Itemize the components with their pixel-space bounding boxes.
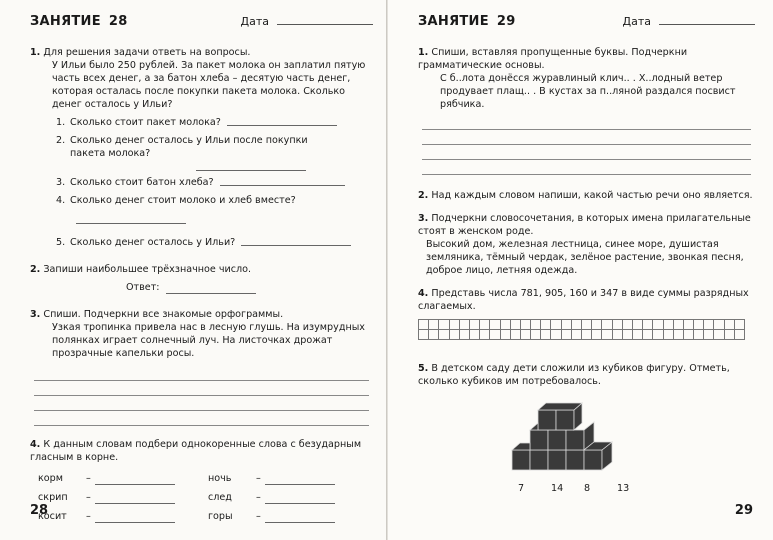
- grid-cell[interactable]: [531, 320, 541, 330]
- grid-cell[interactable]: [459, 330, 469, 340]
- writing-line[interactable]: [422, 160, 751, 175]
- grid-cell[interactable]: [683, 320, 693, 330]
- grid-cell[interactable]: [602, 330, 612, 340]
- grid-cell[interactable]: [449, 330, 459, 340]
- word-item: скрип –: [38, 491, 208, 504]
- writing-line[interactable]: [422, 115, 751, 130]
- passage-text: Узкая тропинка привела нас в лесную глушь. На изумрудных полянках играет солнечный луч. На листочках дрожат прозрачные капельки росы.: [52, 322, 365, 359]
- word-item: косит –: [38, 510, 208, 523]
- date-field: Дата: [241, 14, 373, 28]
- question-1: 1. Сколько стоит пакет молока?: [30, 116, 373, 129]
- grid-cell[interactable]: [510, 330, 520, 340]
- cube-figure: [508, 394, 628, 474]
- date-field: Дата: [623, 14, 755, 28]
- question-5: 5. Сколько денег осталось у Ильи?: [30, 236, 373, 249]
- grid-cell[interactable]: [582, 320, 592, 330]
- grid-cell[interactable]: [694, 330, 704, 340]
- grid-cell[interactable]: [714, 330, 724, 340]
- question-3: 3. Сколько стоит батон хлеба?: [30, 176, 373, 189]
- grid-cell[interactable]: [551, 320, 561, 330]
- answer-grid[interactable]: [418, 319, 745, 340]
- answer-line[interactable]: [196, 161, 306, 171]
- grid-cell[interactable]: [429, 330, 439, 340]
- grid-cell[interactable]: [673, 320, 683, 330]
- grid-cell[interactable]: [704, 330, 714, 340]
- grid-cell[interactable]: [653, 330, 663, 340]
- grid-cell[interactable]: [480, 320, 490, 330]
- grid-cell[interactable]: [439, 330, 449, 340]
- grid-cell[interactable]: [571, 320, 581, 330]
- writing-line[interactable]: [34, 411, 369, 426]
- grid-cell[interactable]: [541, 330, 551, 340]
- question-4: 4. Сколько денег стоит молоко и хлеб вместе?: [56, 195, 296, 206]
- word-list: [30, 472, 373, 523]
- grid-cell[interactable]: [571, 330, 581, 340]
- writing-line[interactable]: [422, 130, 751, 145]
- grid-cell[interactable]: [653, 320, 663, 330]
- grid-cell[interactable]: [643, 330, 653, 340]
- grid-cell[interactable]: [449, 320, 459, 330]
- task-1: 1. Спиши, вставляя пропущенные буквы. Подчеркни грамматические основы. С б..лота донёсся журавлиный клич.. . Х..лодный ветер продувает плащ.. . В кустах за п..ляной раздался посвист рябчика.: [418, 46, 755, 175]
- page-29: [388, 0, 773, 540]
- problem-text: У Ильи было 250 рублей. За пакет молока он заплатил пятую часть всех денег, а за батон хлеба – десятую часть денег, которая осталась после покупки пакета молока. Сколько денег осталось у Ильи?: [52, 60, 366, 110]
- option-13[interactable]: 13: [617, 483, 630, 494]
- page-number: 29: [734, 503, 753, 518]
- passage-text: С б..лота донёсся журавлиный клич.. . Х..лодный ветер продувает плащ.. . В кустах за п..ляной раздался посвист рябчика.: [440, 73, 736, 110]
- lesson-header: [30, 14, 373, 36]
- task-2: 2. Запиши наибольшее трёхзначное число. Ответ:: [30, 263, 373, 294]
- grid-cell[interactable]: [602, 320, 612, 330]
- task-4: 4. К данным словам подбери однокоренные слова с безударным гласным в корне. корм – ночь – скрип – след – косит – горы –: [30, 438, 373, 523]
- answer-line[interactable]: [166, 284, 256, 294]
- grid-cell[interactable]: [551, 330, 561, 340]
- option-14[interactable]: 14: [551, 483, 564, 494]
- writing-line[interactable]: [34, 381, 369, 396]
- writing-line[interactable]: [34, 396, 369, 411]
- grid-cell[interactable]: [724, 330, 734, 340]
- writing-line[interactable]: [422, 145, 751, 160]
- grid-cell[interactable]: [632, 330, 642, 340]
- grid-cell[interactable]: [663, 330, 673, 340]
- option-8[interactable]: 8: [584, 483, 591, 494]
- answer-options: [418, 482, 755, 495]
- grid-cell[interactable]: [419, 330, 429, 340]
- grid-cell[interactable]: [439, 320, 449, 330]
- date-input-line[interactable]: [277, 14, 373, 25]
- grid-cell[interactable]: [520, 330, 530, 340]
- grid-cell[interactable]: [704, 320, 714, 330]
- grid-cell[interactable]: [632, 320, 642, 330]
- grid-cell[interactable]: [510, 320, 520, 330]
- grid-cell[interactable]: [469, 320, 479, 330]
- grid-cell[interactable]: [694, 320, 704, 330]
- word-item: след –: [208, 491, 348, 504]
- date-input-line[interactable]: [659, 14, 755, 25]
- answer-line[interactable]: [76, 214, 186, 224]
- grid-cell[interactable]: [622, 330, 632, 340]
- option-7[interactable]: 7: [518, 483, 525, 494]
- grid-cell[interactable]: [724, 320, 734, 330]
- grid-cell[interactable]: [683, 330, 693, 340]
- grid-cell[interactable]: [734, 330, 744, 340]
- task-3: 3. Подчеркни словосочетания, в которых имена прилагательные стоят в женском роде. Высокий дом, железная лестница, синее море, душистая земляника, тёмный чердак, зелёное растение, звонкая песня, доброе лицо, летняя одежда.: [418, 212, 755, 277]
- word-item: ночь –: [208, 472, 348, 485]
- writing-line[interactable]: [34, 366, 369, 381]
- question-2: 2. Сколько денег осталось у Ильи после покупки пакета молока?: [56, 135, 308, 159]
- grid-cell[interactable]: [500, 320, 510, 330]
- grid-cell[interactable]: [592, 330, 602, 340]
- grid-cell[interactable]: [714, 320, 724, 330]
- task-5: 5. В детском саду дети сложили из кубиков фигуру. Отметь, сколько кубиков им потребовалось. 7 14 8 13: [418, 362, 755, 495]
- word-item: горы –: [208, 510, 348, 523]
- grid-cell[interactable]: [734, 320, 744, 330]
- task-2: 2. Над каждым словом напиши, какой частью речи оно является.: [418, 190, 753, 201]
- grid-cell[interactable]: [643, 320, 653, 330]
- grid-cell[interactable]: [480, 330, 490, 340]
- grid-cell[interactable]: [490, 320, 500, 330]
- lesson-title: ЗАНЯТИЕ 28: [30, 14, 128, 29]
- grid-cell[interactable]: [469, 330, 479, 340]
- task-1: 1. Для решения задачи ответь на вопросы. У Ильи было 250 рублей. За пакет молока он заплатил пятую часть всех денег, а за батон хлеба – десятую часть денег, которая осталась после покупки пакета молока. Сколько денег осталось у Ильи? 1. Сколько стоит пакет молока? 2. Сколько денег осталось у Ильи после покупки пакета молока? 3. Сколько стоит батон хлеба? 4. Сколько денег стоит молоко и хлеб вместе? 5. Сколько денег осталось у Ильи?: [30, 46, 373, 249]
- grid-cell[interactable]: [592, 320, 602, 330]
- grid-cell[interactable]: [663, 320, 673, 330]
- grid-cell[interactable]: [622, 320, 632, 330]
- lesson-title: ЗАНЯТИЕ 29: [418, 14, 516, 29]
- word-item: корм –: [38, 472, 208, 485]
- task-4: 4. Представь числа 781, 905, 160 и 347 в виде суммы разрядных слагаемых.: [418, 287, 755, 340]
- grid-cell[interactable]: [490, 330, 500, 340]
- grid-cell[interactable]: [673, 330, 683, 340]
- grid-cell[interactable]: [520, 320, 530, 330]
- grid-cell[interactable]: [612, 320, 622, 330]
- grid-cell[interactable]: [429, 320, 439, 330]
- grid-cell[interactable]: [500, 330, 510, 340]
- lesson-header: [418, 14, 755, 36]
- grid-cell[interactable]: [612, 330, 622, 340]
- page-number: 28: [30, 503, 49, 518]
- answer-line[interactable]: [241, 236, 351, 246]
- answer-line[interactable]: [220, 176, 345, 186]
- grid-cell[interactable]: [531, 330, 541, 340]
- grid-cell[interactable]: [419, 320, 429, 330]
- grid-cell[interactable]: [459, 320, 469, 330]
- grid-cell[interactable]: [582, 330, 592, 340]
- grid-cell[interactable]: [561, 330, 571, 340]
- passage-text: Высокий дом, железная лестница, синее море, душистая земляника, тёмный чердак, зелёное растение, звонкая песня, доброе лицо, летняя одежда.: [426, 239, 744, 276]
- answer-line[interactable]: [227, 116, 337, 126]
- grid-cell[interactable]: [561, 320, 571, 330]
- task-3: 3. Спиши. Подчеркни все знакомые орфограммы. Узкая тропинка привела нас в лесную глушь. На изумрудных полянках играет солнечный луч. На листочках дрожат прозрачные капельки росы.: [30, 308, 373, 426]
- grid-cell[interactable]: [541, 320, 551, 330]
